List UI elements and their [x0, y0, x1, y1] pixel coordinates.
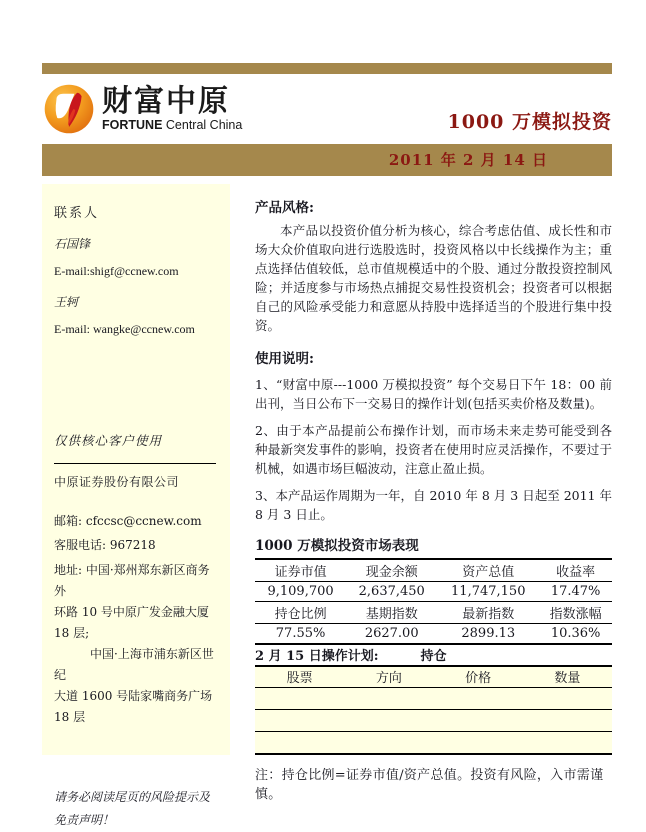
- company-mailbox: 邮箱: cfccsc@ccnew.com: [54, 514, 202, 528]
- table-cell: 2899.13: [437, 624, 539, 644]
- table-cell: 收益率: [539, 559, 612, 582]
- plan-column-header-row: [255, 667, 612, 688]
- table-cell: 10.36%: [539, 624, 612, 644]
- usage-item: 2、由于本产品提前公布操作计划，而市场未来走势可能受到各种最新突发事件的影响，投资者在使用时应灵活操作，不要过于机械，如遇市场巨幅波动，注意止盈止损。: [255, 423, 612, 476]
- brand-name-cn: 财富中原: [102, 83, 230, 119]
- main-content: [230, 184, 612, 802]
- performance-table: [255, 558, 612, 645]
- table-row: [255, 624, 612, 644]
- plan-column-header: 数量: [523, 667, 612, 688]
- company-name: 中原证券股份有限公司: [54, 475, 180, 489]
- table-cell: 证券市值: [255, 559, 346, 582]
- content-columns: [42, 184, 612, 827]
- company-address: [54, 560, 220, 728]
- service-phone: 客服电话: 967218: [54, 538, 156, 552]
- report-title: 1000 万模拟投资: [447, 111, 612, 133]
- plan-header-row: [255, 645, 612, 667]
- product-style-heading: 产品风格:: [255, 200, 314, 216]
- table-row: [255, 602, 612, 624]
- table-cell: 基期指数: [346, 602, 437, 624]
- address-line: 地址: 中国·郑州郑东新区商务外: [54, 563, 210, 598]
- table-cell: 77.55%: [255, 624, 346, 644]
- table-cell: 2,637,450: [346, 582, 437, 602]
- plan-title: 2 月 15 日操作计划:: [255, 649, 379, 664]
- top-gold-strip: [42, 63, 612, 74]
- table-cell: 2627.00: [346, 624, 437, 644]
- contact-email: E-mail: wangke@ccnew.com: [54, 322, 195, 336]
- table-cell: 资产总值: [437, 559, 539, 582]
- plan-empty-row: [255, 710, 612, 732]
- usage-item: 1、“财富中原---1000 万模拟投资” 每个交易日下午 18：00 前出刊，当日公布下一交易日的操作计划(包括买卖价格及数量)。: [255, 377, 612, 411]
- plan-table: [255, 667, 612, 755]
- address-line: 环路 10 号中原广发金融大厦 18 层;: [54, 605, 209, 640]
- usage-item: 3、本产品运作周期为一年，自 2010 年 8 月 3 日起至 2011 年 8 月 3 日止。: [255, 488, 612, 522]
- brand-logo: [42, 82, 242, 136]
- footnote: 注：持仓比例=证券市值/资产总值。投资有风险，入市需谨慎。: [255, 767, 604, 802]
- date-bar: 2011 年 2 月 14 日: [42, 144, 612, 176]
- top-margin: [42, 0, 612, 63]
- brand-en-bold: FORTUNE: [102, 117, 163, 132]
- brand-text: [102, 83, 243, 132]
- plan-column-header: 方向: [344, 667, 433, 688]
- table-row: [255, 559, 612, 582]
- plan-empty-row: [255, 688, 612, 710]
- contact-heading: 联系人: [54, 206, 100, 221]
- header: [42, 74, 612, 144]
- table-cell: 持仓比例: [255, 602, 346, 624]
- sidebar: [42, 184, 230, 827]
- fortune-logo-icon: [42, 82, 96, 136]
- contact-name: 石国锋: [54, 237, 91, 251]
- table-cell: 最新指数: [437, 602, 539, 624]
- table-cell: 17.47%: [539, 582, 612, 602]
- plan-column-header: 价格: [434, 667, 523, 688]
- plan-empty-row: [255, 732, 612, 754]
- plan-status: 持仓: [420, 649, 447, 664]
- table-cell: 指数涨幅: [539, 602, 612, 624]
- brand-name-en: [102, 119, 242, 132]
- contact-email: E-mail:shigf@ccnew.com: [54, 264, 179, 278]
- usage-heading: 使用说明:: [255, 351, 314, 367]
- address-line: 大道 1600 号陆家嘴商务广场 18 层: [54, 689, 213, 724]
- sidebar-divider: [54, 463, 216, 464]
- contact-name: 王轲: [54, 295, 79, 309]
- table-cell: 现金余额: [346, 559, 437, 582]
- performance-heading: 1000 万模拟投资市场表现: [255, 538, 419, 554]
- plan-column-header: 股票: [255, 667, 344, 688]
- address-line: 中国·上海市浦东新区世纪: [54, 647, 214, 682]
- product-style-paragraph: 本产品以投资价值分析为核心，综合考虑估值、成长性和市场大众价值取向进行选股选时，投资风格以中长线操作为主；重点选择估值较低，总市值规模适中的个股、通过分散投资控制风险；并适度参与市场热点捕捉交易性投资机会；投资者可以根据自己的风险承受能力和意愿从持股中选择适当的个股进行集中投资。: [255, 223, 612, 333]
- risk-disclaimer: 请务必阅读尾页的风险提示及免责声明！: [54, 790, 211, 827]
- table-cell: 9,109,700: [255, 582, 346, 602]
- table-cell: 11,747,150: [437, 582, 539, 602]
- brand-en-rest: Central China: [162, 117, 243, 132]
- core-client-note: 仅供核心客户使用: [54, 433, 163, 448]
- table-row: [255, 582, 612, 602]
